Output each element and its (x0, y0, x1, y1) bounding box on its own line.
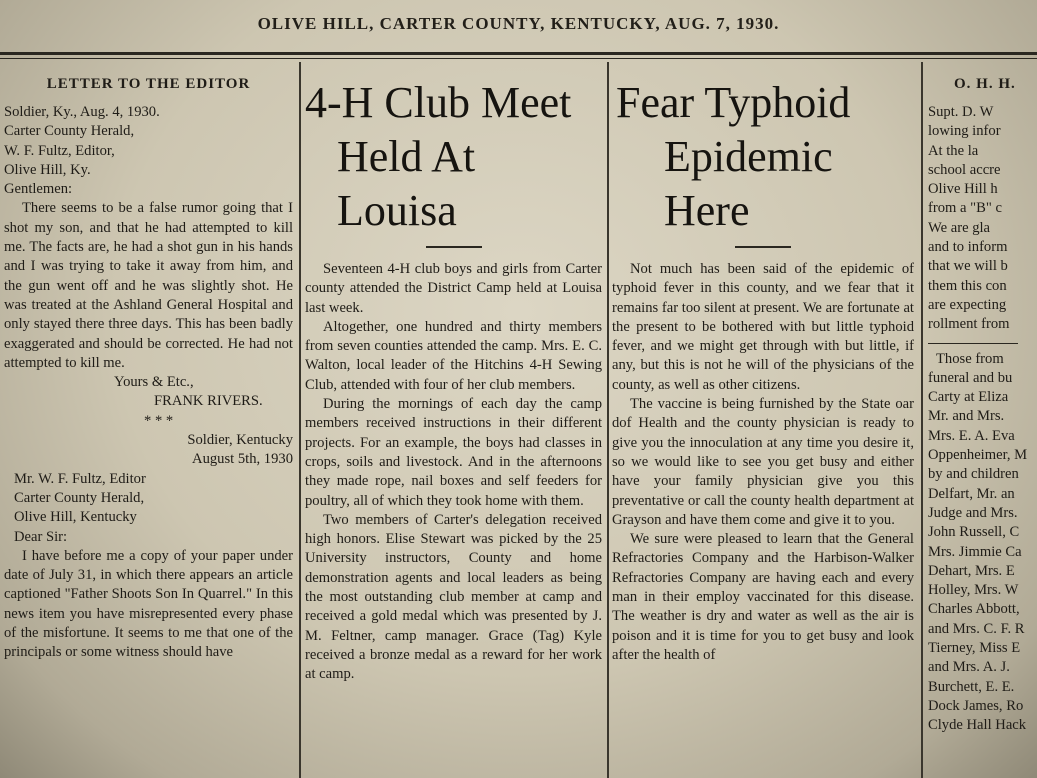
headline-rule (735, 246, 791, 248)
paragraph: Two members of Carter's delegation received high honors. Elise Stewart was picked by the 25 University instructors, County and home demonstration agents and local leaders as being the most outstanding club member at camp and received a gold medal which was presented by J. M. Feltner, camp manager. Grace (Tag) Kyle received a bronze medal as a reward for her work at camp. (305, 511, 602, 683)
text-line: Mrs. E. A. Eva (928, 427, 1015, 444)
paragraph: Altogether, one hundred and thirty members from seven counties attended the camp. Mrs. E. C. Walton, local leader of the Hitchins 4-H Sewing Club, attended with four of her club members. (305, 318, 602, 393)
address-line: Olive Hill, Ky. (4, 161, 91, 178)
text-line: Dehart, Mrs. E (928, 562, 1015, 579)
masthead-rule (0, 52, 1037, 55)
paragraph: During the mornings of each day the camp members received instructions in their different projects. For an example, the boys had classes in crops, soils and livestock. And in the afternoons they made rope, nail boxes and self feeders for poultry, all of which they took home with them. (305, 396, 602, 509)
address-line: Dear Sir: (14, 528, 68, 545)
letter-date: August 5th, 1930 (192, 451, 293, 468)
separator-stars: * * * (144, 412, 174, 429)
text-line: are expecting (928, 296, 1007, 313)
text-line: Holley, Mrs. W (928, 582, 1019, 599)
text-line: and Mrs. C. F. R (928, 620, 1025, 637)
letter-text (4, 103, 293, 663)
text-line: and to inform (928, 239, 1008, 256)
text-line: John Russell, C (928, 524, 1020, 541)
text-line: school accre (928, 161, 1001, 178)
text-line: Mrs. Jimmie Ca (928, 543, 1022, 560)
text-line: that we will b (928, 258, 1008, 275)
cut-off-column (928, 62, 1037, 736)
address-line: Olive Hill, Kentucky (14, 509, 137, 526)
club-article (305, 62, 602, 685)
typhoid-article (612, 62, 914, 665)
text-line: Supt. D. W (928, 104, 994, 120)
text-line: We are gla (928, 219, 991, 236)
paragraph: We sure were pleased to learn that the General Refractories Company and the Harbison-Walker Refractories Company are having each and every man in their employ vaccinated for this disease. The weather is dry and water as well as the air is poison and it is time for you to get busy and look after the health of (612, 531, 914, 663)
text-line: from a "B" c (928, 200, 1002, 217)
typhoid-article-body (612, 260, 914, 665)
club-headline-1: 4-H Club Meet (305, 78, 572, 127)
text-line: Olive Hill h (928, 181, 998, 198)
address-line: Mr. W. F. Fultz, Editor (14, 470, 146, 487)
masthead: OLIVE HILL, CARTER COUNTY, KENTUCKY, AUG. 7, 1930. (257, 14, 780, 33)
text-line: by and children (928, 466, 1019, 483)
letter-place: Soldier, Kentucky (187, 432, 293, 449)
paragraph: The vaccine is being furnished by the State oar dof Health and the county physician is ready to give you the innoculation at any time you desire it, so we would like to see you get busy and either have your family physician give you this preventative or call the county health department at Grayson and have them come and give it to you. (612, 396, 914, 528)
letter-closing: Yours & Etc., (114, 374, 194, 391)
text-line: rollment from (928, 316, 1010, 333)
text-line: Delfart, Mr. an (928, 485, 1015, 502)
letter-heading: LETTER TO THE EDITOR (46, 76, 251, 92)
text-line: Clyde Hall Hack (928, 717, 1027, 734)
paragraph: Not much has been said of the epidemic of typhoid fever in this county, and we fear that it remains far too silent at present. We are fortunate at the present to be bothered with but little typhoid fever, and we might get through with but little, if any, but this is not he will of the physicians of the county, as well as other citizens. (612, 261, 914, 393)
text-line: Carty at Eliza (928, 389, 1009, 406)
text-line: them this con (928, 277, 1007, 294)
text-line: Those from (936, 350, 1004, 367)
headline-rule (426, 246, 482, 248)
text-line: Burchett, E. E. (928, 678, 1015, 695)
address-line: Carter County Herald, (14, 489, 145, 506)
text-line: Tierney, Miss E (928, 640, 1021, 657)
typhoid-headline-1: Fear Typhoid (616, 78, 851, 127)
masthead-rule-thin (0, 58, 1037, 59)
address-line: Gentlemen: (4, 181, 73, 198)
text-line: and Mrs. A. J. (928, 659, 1010, 676)
ohh-heading: O. H. H. (954, 76, 1016, 92)
club-article-body (305, 260, 602, 685)
ohh-text (928, 103, 1037, 736)
text-line: At the la (928, 142, 979, 159)
text-line: Dock James, Ro (928, 697, 1024, 714)
text-line: Judge and Mrs. (928, 504, 1018, 521)
paragraph: Seventeen 4-H club boys and girls from Carter county attended the District Camp held at Louisa last week. (305, 261, 602, 316)
text-line: lowing infor (928, 123, 1001, 140)
text-line: funeral and bu (928, 369, 1013, 386)
column-divider (299, 62, 301, 778)
letter-body: There seems to be a false rumor going that I shot my son, and that he had attempted to kill me. The facts are, he had a shot gun in his hands and I was trying to take it away from him, and the gun went off and he was slightly shot. He was treated at the Ashland General Hospital and only stayed there three days. This has been badly exaggerated and should be corrected. He had not attempted to kill me. (4, 200, 293, 371)
letter-body-2: I have before me a copy of your paper under date of July 31, in which there appears an article captioned "Father Shoots Son In Quarrel." In this news item you have misrepresented every phase of the misfortune. It seems to me that one of the principals or some witness should have (4, 547, 293, 661)
section-rule (928, 343, 1018, 344)
text-line: Oppenheimer, M (928, 447, 1028, 464)
text-line: Mr. and Mrs. (928, 408, 1005, 425)
address-line: Soldier, Ky., Aug. 4, 1930. (4, 104, 160, 120)
column-divider (921, 62, 923, 778)
club-headline-2: Held At Louisa (337, 132, 476, 235)
letter-column (4, 62, 293, 663)
typhoid-headline-2: Epidemic Here (664, 132, 833, 235)
column-divider (607, 62, 609, 778)
text-line: Charles Abbott, (928, 601, 1020, 618)
address-line: Carter County Herald, (4, 123, 135, 140)
letter-signature: FRANK RIVERS. (154, 393, 263, 410)
address-line: W. F. Fultz, Editor, (4, 142, 115, 159)
